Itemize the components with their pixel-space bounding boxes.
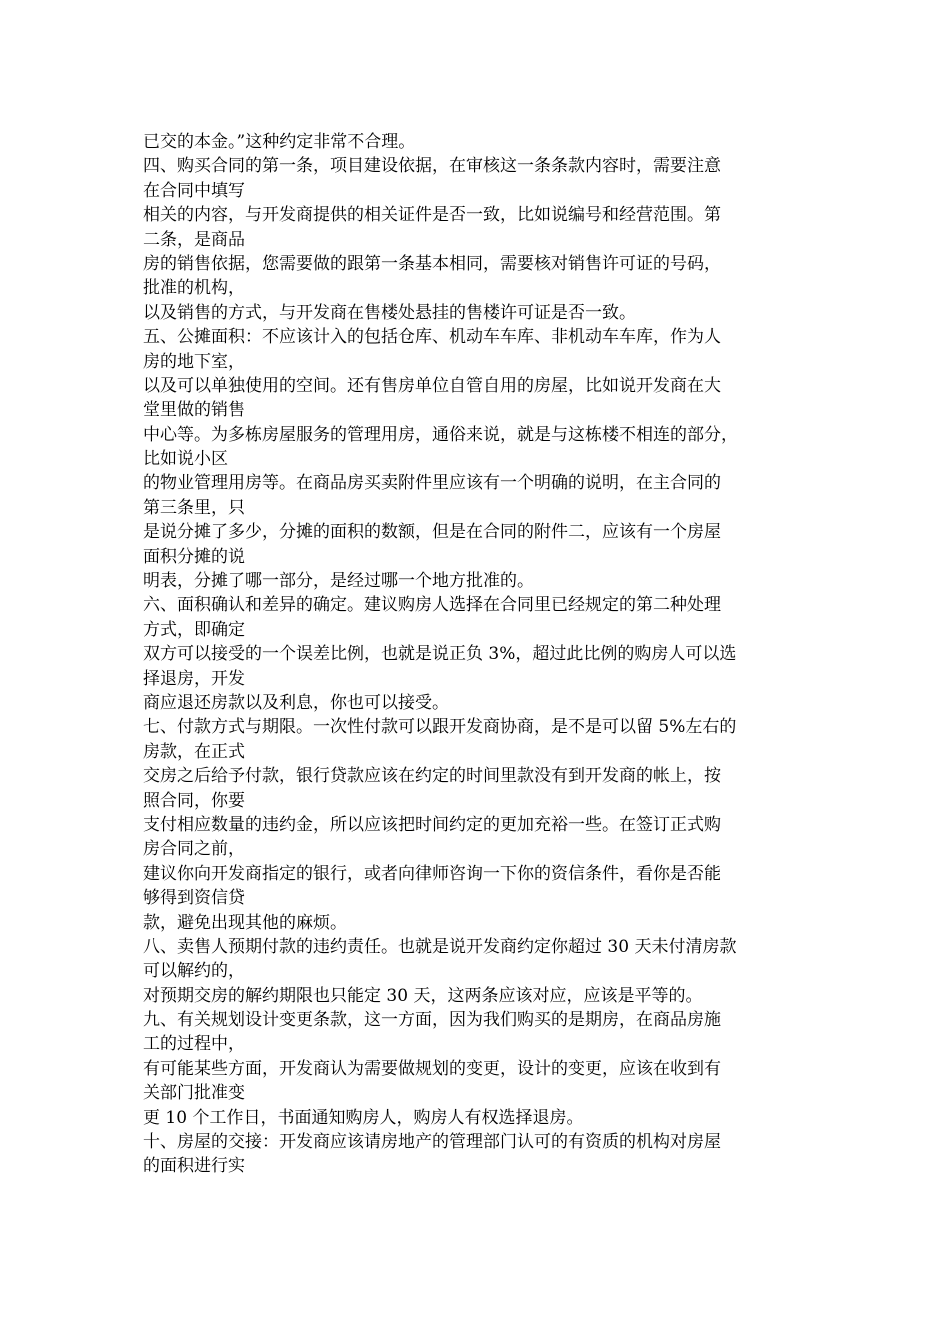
text-line: 七、付款方式与期限。一次性付款可以跟开发商协商，是不是可以留 5%左右的 xyxy=(143,717,737,738)
text-line: 明表，分摊了哪一部分，是经过哪一个地方批准的。 xyxy=(143,571,534,592)
text-line: 房的地下室， xyxy=(143,351,245,372)
text-line: 已交的本金。”这种约定非常不合理。 xyxy=(143,132,416,152)
text-line: 可以解约的， xyxy=(143,961,245,982)
text-line: 第三条里，只 xyxy=(143,497,245,518)
text-line: 堂里做的销售 xyxy=(143,400,245,421)
text-line: 照合同，你要 xyxy=(143,790,245,811)
text-line: 房合同之前， xyxy=(143,839,245,860)
text-line: 建议你向开发商指定的银行，或者向律师咨询一下你的资信条件，看你是否能 xyxy=(143,863,721,884)
text-line: 对预期交房的解约期限也只能定 30 天，这两条应该对应，应该是平等的。 xyxy=(143,985,703,1006)
text-line: 更 10 个工作日，书面通知购房人，购房人有权选择退房。 xyxy=(143,1107,584,1128)
text-line: 双方可以接受的一个误差比例，也就是说正负 3%，超过此比例的购房人可以选 xyxy=(143,644,737,665)
text-line: 中心等。为多栋房屋服务的管理用房，通俗来说，就是与这栋楼不相连的部分， xyxy=(143,424,738,445)
text-line: 够得到资信贷 xyxy=(143,888,245,909)
text-line: 方式，即确定 xyxy=(143,619,245,640)
text-line: 八、卖售人预期付款的违约责任。也就是说开发商约定你超过 30 天未付清房款 xyxy=(143,936,737,957)
document-body xyxy=(143,130,805,1179)
text-line: 六、面积确认和差异的确定。建议购房人选择在合同里已经规定的第二种处理 xyxy=(143,595,721,616)
text-line: 支付相应数量的违约金，所以应该把时间约定的更加充裕一些。在签订正式购 xyxy=(143,814,721,835)
text-line: 批准的机构， xyxy=(143,278,245,299)
text-line: 的物业管理用房等。在商品房买卖附件里应该有一个明确的说明，在主合同的 xyxy=(143,473,721,494)
text-line: 择退房，开发 xyxy=(143,668,245,689)
text-line: 五、公摊面积：不应该计入的包括仓库、机动车车库、非机动车车库，作为人 xyxy=(143,327,721,348)
text-line: 比如说小区 xyxy=(143,449,228,470)
text-line: 相关的内容，与开发商提供的相关证件是否一致，比如说编号和经营范围。第 xyxy=(143,205,721,226)
text-line: 商应退还房款以及利息，你也可以接受。 xyxy=(143,692,449,713)
text-line: 关部门批准变 xyxy=(143,1083,245,1104)
text-line: 以及销售的方式，与开发商在售楼处悬挂的售楼许可证是否一致。 xyxy=(143,302,636,323)
text-line: 二条，是商品 xyxy=(143,229,245,250)
text-line: 以及可以单独使用的空间。还有售房单位自管自用的房屋，比如说开发商在大 xyxy=(143,375,721,396)
text-line: 九、有关规划设计变更条款，这一方面，因为我们购买的是期房，在商品房施 xyxy=(143,1010,721,1031)
text-line: 的面积进行实 xyxy=(143,1156,245,1177)
text-line: 面积分摊的说 xyxy=(143,546,245,567)
text-line: 房的销售依据，您需要做的跟第一条基本相同，需要核对销售许可证的号码， xyxy=(143,253,721,274)
text-line: 在合同中填写 xyxy=(143,180,245,201)
text-line: 有可能某些方面，开发商认为需要做规划的变更，设计的变更，应该在收到有 xyxy=(143,1058,721,1079)
text-line: 交房之后给予付款，银行贷款应该在约定的时间里款没有到开发商的帐上，按 xyxy=(143,766,721,787)
text-line: 款，避免出现其他的麻烦。 xyxy=(143,912,347,933)
text-line: 工的过程中， xyxy=(143,1034,245,1055)
text-line: 房款，在正式 xyxy=(143,741,245,762)
text-line: 四、购买合同的第一条，项目建设依据，在审核这一条条款内容时，需要注意 xyxy=(143,156,721,177)
text-line: 是说分摊了多少，分摊的面积的数额，但是在合同的附件二，应该有一个房屋 xyxy=(143,522,721,543)
text-line: 十、房屋的交接：开发商应该请房地产的管理部门认可的有资质的机构对房屋 xyxy=(143,1132,721,1153)
